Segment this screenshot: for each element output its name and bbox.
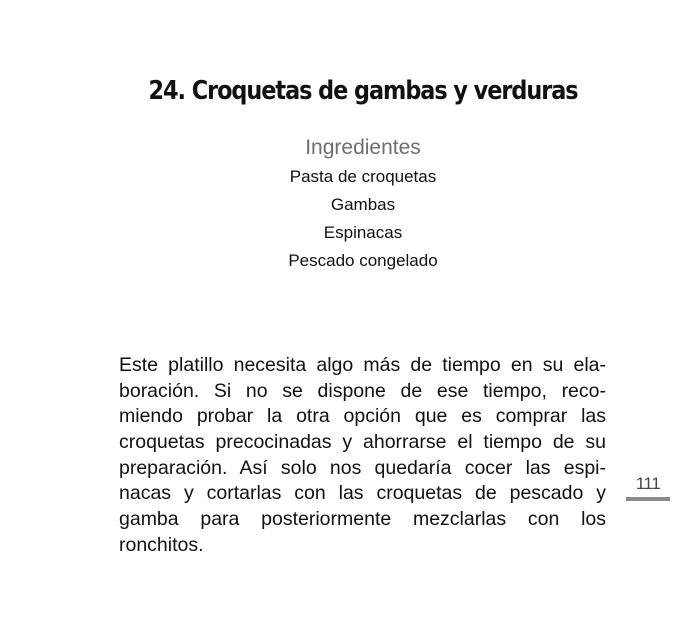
description-line: miendo probar la otra opción que es comprar las	[119, 405, 606, 428]
description-line: boración. Si no se dispone de ese tiempo, reco-	[119, 379, 606, 402]
recipe-title: 24. Croquetas de gambas y verduras	[148, 76, 578, 106]
description-line: Este platillo necesita algo más de tiempo en su ela-	[119, 354, 606, 376]
description-line: ronchitos.	[119, 533, 204, 556]
ingredient-item: Espinacas	[323, 223, 403, 242]
ingredient-item: Gambas	[330, 195, 396, 214]
description-line: preparación. Así solo nos quedaría cocer las espi-	[119, 456, 606, 479]
ingredient-list	[0, 163, 700, 275]
description-line: gamba para posteriormente mezclarlas con los	[119, 508, 606, 531]
page-number-rule	[626, 497, 670, 501]
description-line: croquetas precocinadas y ahorrarse el tiempo de su	[119, 431, 606, 454]
description-line: nacas y cortarlas con las croquetas de pescado y	[119, 482, 606, 505]
ingredient-item: Pescado congelado	[288, 251, 438, 270]
page-number: 111	[635, 474, 661, 493]
recipe-description	[119, 353, 606, 559]
ingredients-heading: Ingredientes	[305, 136, 421, 159]
ingredients-section	[0, 133, 700, 275]
ingredient-item: Pasta de croquetas	[289, 167, 437, 186]
